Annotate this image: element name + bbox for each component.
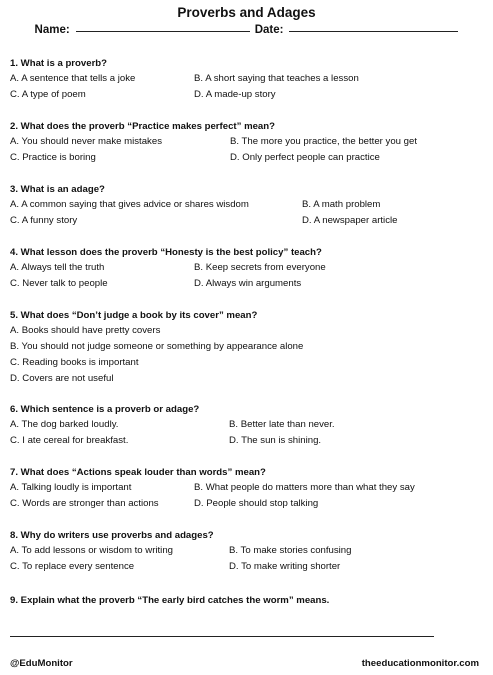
- option-c: C. Reading books is important: [10, 357, 139, 368]
- answer-line[interactable]: [10, 636, 434, 637]
- option-d: D. The sun is shining.: [229, 435, 322, 446]
- option-b: B. A short saying that teaches a lesson: [194, 73, 359, 84]
- question-4: [10, 245, 485, 292]
- option-d: D. A made-up story: [194, 89, 276, 100]
- question-prompt: 6. Which sentence is a proverb or adage?: [10, 404, 200, 415]
- option-b: B. You should not judge someone or something by appearance alone: [10, 341, 304, 352]
- option-c: C. I ate cereal for breakfast.: [10, 435, 129, 446]
- option-a: A. Always tell the truth: [10, 262, 105, 273]
- question-5: [10, 308, 485, 387]
- option-a: A. Talking loudly is important: [10, 482, 132, 493]
- name-blank[interactable]: [76, 31, 250, 32]
- question-8: [10, 528, 485, 575]
- question-6: [10, 402, 485, 449]
- option-d: D. Covers are not useful: [10, 373, 114, 384]
- option-d: D. A newspaper article: [302, 215, 398, 226]
- option-a: A. The dog barked loudly.: [10, 419, 119, 430]
- option-c: C. Words are stronger than actions: [10, 498, 159, 509]
- option-d: D. Always win arguments: [194, 278, 302, 289]
- option-b: B. Better late than never.: [229, 419, 335, 430]
- option-a: A. Books should have pretty covers: [10, 325, 161, 336]
- option-c: C. Never talk to people: [10, 278, 108, 289]
- option-a: A. You should never make mistakes: [10, 136, 162, 147]
- footer-handle: @EduMonitor: [10, 658, 73, 669]
- date-label: Date:: [254, 24, 284, 36]
- option-b: B. To make stories confusing: [229, 545, 352, 556]
- option-d: D. Only perfect people can practice: [230, 152, 380, 163]
- question-prompt: 5. What does “Don’t judge a book by its cover” mean?: [10, 310, 258, 321]
- option-c: C. A type of poem: [10, 89, 86, 100]
- option-d: D. To make writing shorter: [229, 561, 341, 572]
- name-date-header: [0, 24, 493, 36]
- question-prompt: 8. Why do writers use proverbs and adages?: [10, 530, 214, 541]
- question-prompt: 9. Explain what the proverb “The early bird catches the worm” means.: [10, 595, 330, 606]
- option-a: A. A sentence that tells a joke: [10, 73, 136, 84]
- question-1: [10, 56, 485, 103]
- option-d: D. People should stop talking: [194, 498, 319, 509]
- question-9: [10, 593, 485, 608]
- option-b: B. The more you practice, the better you get: [230, 136, 418, 147]
- option-a: A. A common saying that gives advice or shares wisdom: [10, 199, 249, 210]
- date-blank[interactable]: [289, 31, 458, 32]
- footer-website: theeducationmonitor.com: [361, 658, 479, 669]
- option-c: C. To replace every sentence: [10, 561, 135, 572]
- option-b: B. Keep secrets from everyone: [194, 262, 326, 273]
- question-prompt: 3. What is an adage?: [10, 184, 105, 195]
- question-prompt: 4. What lesson does the proverb “Honesty is the best policy” teach?: [10, 247, 322, 258]
- question-prompt: 1. What is a proverb?: [10, 58, 108, 69]
- option-c: C. Practice is boring: [10, 152, 96, 163]
- question-prompt: 7. What does “Actions speak louder than words” mean?: [10, 467, 266, 478]
- question-2: [10, 119, 485, 166]
- worksheet-title: Proverbs and Adages: [177, 5, 316, 20]
- option-b: B. A math problem: [302, 199, 381, 210]
- question-prompt: 2. What does the proverb “Practice makes perfect” mean?: [10, 121, 275, 132]
- question-7: [10, 465, 485, 512]
- option-a: A. To add lessons or wisdom to writing: [10, 545, 173, 556]
- option-c: C. A funny story: [10, 215, 78, 226]
- name-label: Name:: [34, 24, 70, 36]
- question-3: [10, 182, 485, 229]
- option-b: B. What people do matters more than what they say: [194, 482, 415, 493]
